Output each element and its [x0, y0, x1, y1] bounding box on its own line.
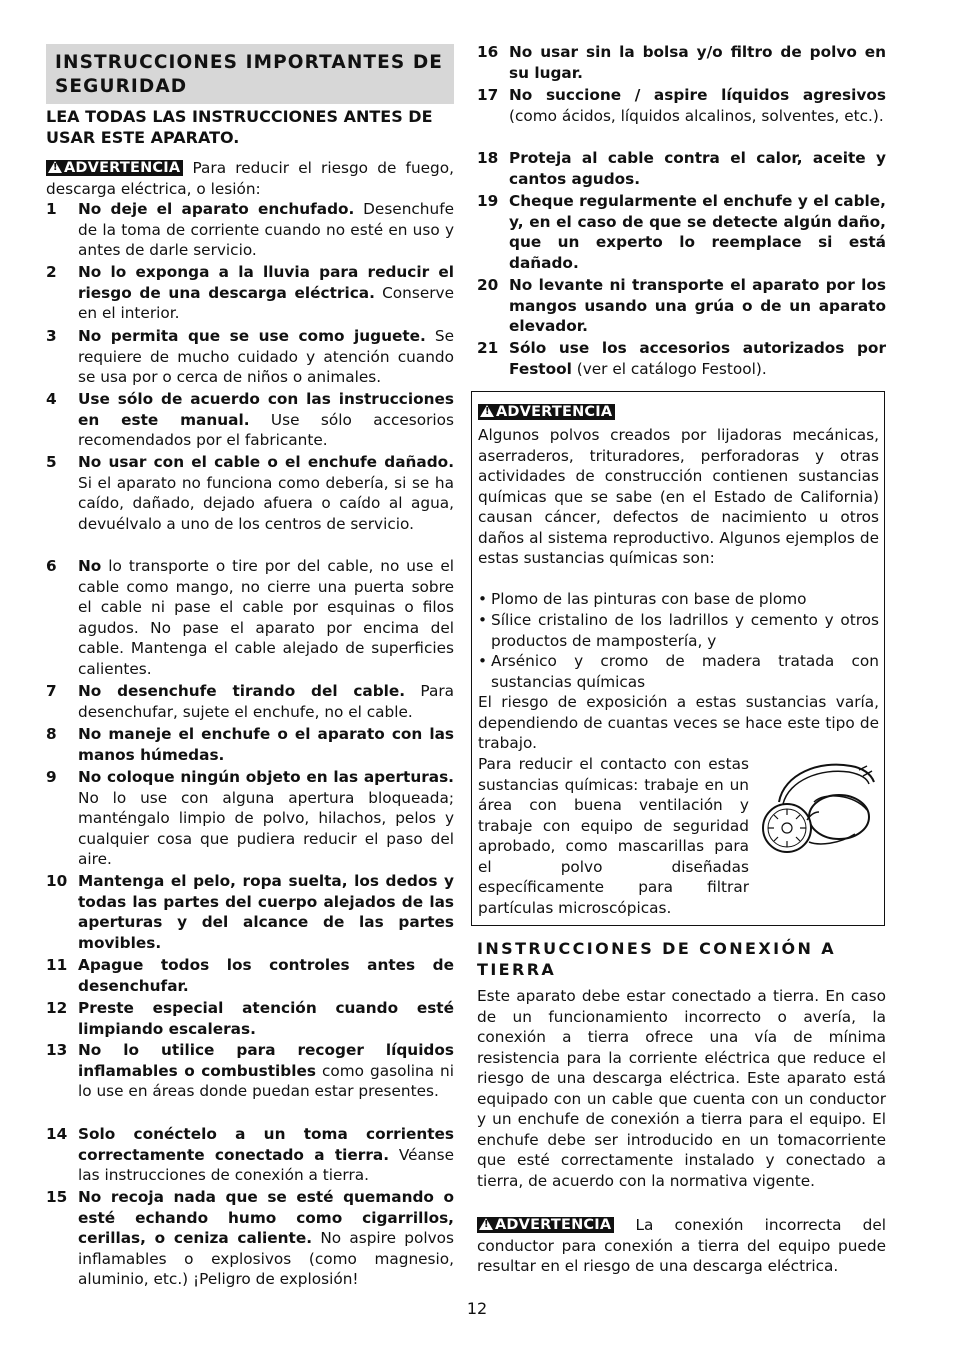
item-bold-text: Sólo use los accesorios autorizados por Festool: [509, 339, 886, 378]
item-plain-text: Se requiere de mucho cuidado y atención cuando se usa por o cerca de niños o animales.: [78, 327, 455, 386]
grounding-text: Este aparato debe estar conectado a tierra. En caso de un funcionamiento incorrecto o avería, la conexión a tierra ofrece una vía de mínima resistencia para la corriente eléctrica que reduce el riesgo de una descarga eléctrica. Este aparato está equipado con un cable que cuenta con un conductor y un enchufe de conexión a tierra para el equipo. El enchufe debe ser introducido en un tomacorriente que esté correctamente instalado y conectado a tierra, de acuerdo con la normativa vigente.: [477, 987, 886, 1190]
item-text: [78, 326, 454, 388]
item-text: [78, 199, 454, 261]
item-plain-text: No lo use con alguna apertura bloqueada; manténgalo limpio de polvo, hilachos, pelos y cualquier cosa que pudiera reducir el paso del aire.: [78, 788, 454, 868]
item-bold-text: No desenchufe tirando del cable.: [78, 682, 406, 700]
item-bold-text: No permita que se use como juguete.: [78, 327, 426, 345]
item-number: 15: [46, 1188, 68, 1206]
item-bold-text: No lo exponga a la lluvia para reducir el riesgo de una descarga eléctrica.: [78, 263, 454, 302]
item-bold-text: Solo conéctelo a un toma corrientes correctamente conectado a tierra.: [78, 1125, 454, 1164]
item-bold-text: No levante ni transporte el aparato por los mangos usando una grúa o de un aparato elevador.: [509, 276, 886, 335]
item-text: [509, 338, 886, 379]
item-number: 3: [46, 327, 57, 345]
dust-warning-box: ! ADVERTENCIA Algunos polvos creados por lijadoras mecánicas, aserraderos, trituradores, perforadoras y otras actividades de construcción contienen sustancias químicas que se sabe (en el Estado de California) causan cáncer, defectos de nacimiento u otros daños al sistema reproductivo. Algunos ejemplos de estas sustancias químicas son: • Plomo de las pinturas con base de plomo • Sílice cristalino de los ladrillos y cemento y otros productos de mampostería, y • Arsénico y cromo de madera tratada con sustancias químicas El riesgo de exposición a estas sustancias varía, dependiendo de cuantas veces se hace este tipo de trabajo. Para reducir el contacto con estas sustancias químicas: trabaje en un área con buena ventilación y trabaje con equipo de seguridad aprobado, como mascarillas para el polvo diseñadas específicamente para filtrar partículas microscópicas.: [471, 391, 885, 926]
item-number: 13: [46, 1041, 68, 1059]
item-text: [78, 262, 454, 324]
item-bold-text: No recoja nada que se esté quemando o esté echando humo como cigarrillos, cerillas, o ceniza caliente.: [78, 1188, 454, 1247]
grounding-heading: INSTRUCCIONES DE CONEXIÓN A TIERRA: [477, 939, 837, 979]
item-text: [78, 724, 454, 765]
item-bold-text: No succione / aspire líquidos agresivos: [509, 86, 886, 104]
item-bold-text: No: [78, 557, 102, 575]
item-bold-text: No coloque ningún objeto en las aperturas.: [78, 768, 454, 786]
item-plain-text: Véanse las instrucciones de conexión a tierra.: [78, 1145, 454, 1184]
item-text: [78, 1124, 454, 1186]
item-plain-text: Conserve en el interior.: [78, 283, 454, 322]
item-plain-text: Desenchufe de la toma de corriente cuando no esté en uso y antes de darle servicio.: [78, 200, 454, 259]
item-number: 14: [46, 1125, 68, 1143]
item-plain-text: (ver el catálogo Festool).: [571, 359, 767, 378]
section-header: [46, 44, 454, 104]
item-number: 10: [46, 872, 68, 890]
section-title: INSTRUCCIONES IMPORTANTES DE SEGURIDAD: [55, 52, 444, 97]
item-text: [78, 556, 454, 679]
item-number: 16: [477, 43, 499, 61]
item-bold-text: Cheque regularmente el enchufe y el cable, y, en el caso de que se detecte algún daño, que un experto lo reemplace si está dañado.: [509, 192, 886, 272]
item-plain-text: No aspire polvos inflamables o explosivos (como magnesio, aluminio, etc.) ¡Peligro de explosión!: [78, 1229, 454, 1288]
item-bold-text: Proteja al cable contra el calor, aceite y cantos agudos.: [509, 149, 886, 188]
item-plain-text: Para desenchufar, sujete el enchufe, no el cable.: [78, 682, 454, 721]
exposure-risk-text: El riesgo de exposición a estas sustancias varía, dependiendo de cuantas veces se hace este tipo de trabajo.: [478, 693, 879, 752]
item-number: 7: [46, 682, 57, 700]
respirator-mask-icon: [759, 762, 877, 862]
item-number: 21: [477, 339, 499, 357]
item-text: [78, 681, 454, 722]
item-bold-text: Preste especial atención cuando esté limpiando escaleras.: [78, 999, 454, 1038]
item-bold-text: No lo utilice para recoger líquidos inflamables o combustibles: [78, 1041, 454, 1080]
read-instructions-subheading: LEA TODAS LAS INSTRUCCIONES ANTES DE USAR ESTE APARATO.: [46, 107, 433, 147]
item-number: 9: [46, 768, 57, 786]
item-number: 12: [46, 999, 68, 1017]
item-number: 18: [477, 149, 499, 167]
item-plain-text: lo transporte o tire por del cable, no use el cable como mango, no cierre una puerta sobre el cable ni pase el cable por esquinas o filos agudos. No pase el aparato por encima del cable. Mantenga el cable alejado de superficies calientes.: [78, 557, 454, 678]
item-bold-text: No deje el aparato enchufado.: [78, 200, 355, 218]
item-number: 19: [477, 192, 499, 210]
item-number: 6: [46, 557, 57, 575]
item-plain-text: Si el aparato no funciona como debería, si se ha caído, dañado, dejado afuera o caído al agua, devuélvalo a uno de los centros de servicio.: [78, 473, 454, 533]
item-text: [78, 955, 454, 996]
item-bold-text: Apague todos los controles antes de desenchufar.: [78, 956, 454, 995]
item-text: [78, 998, 454, 1039]
grounding-warning: ! ADVERTENCIA La conexión incorrecta del conductor para conexión a tierra del equipo puede resultar en el riesgo de una descarga eléctrica.: [477, 1216, 886, 1275]
item-plain-text: (como ácidos, líquidos alcalinos, solventes, etc.).: [509, 106, 884, 125]
reduce-contact-text: Para reducir el contacto con estas sustancias químicas: trabaje en un área con buena ventilación y trabaje con equipo de seguridad aprobado, como mascarillas para el polvo diseñadas específicamente para filtrar partículas microscópicas.: [478, 755, 749, 917]
item-text: [78, 389, 454, 451]
item-plain-text: Use sólo accesorios recomendados por el fabricante.: [78, 410, 454, 449]
warning-triangle-icon: !: [48, 161, 62, 173]
item-text: [78, 1187, 454, 1290]
fire-warning: ! ADVERTENCIA Para reducir el riesgo de fuego, descarga eléctrica, o lesión:: [46, 159, 454, 198]
item-text: [78, 871, 454, 953]
dust-intro-text: Algunos polvos creados por lijadoras mecánicas, aserraderos, trituradores, perforadoras y otras actividades de construcción contienen sustancias químicas que se sabe (en el Estado de California) causan cáncer, defectos de nacimiento u otros daños al sistema reproductivo. Algunos ejemplos de estas sustancias químicas son:: [478, 426, 879, 567]
item-text: [509, 85, 886, 126]
item-number: 17: [477, 86, 499, 104]
item-number: 4: [46, 390, 57, 408]
item-number: 2: [46, 263, 57, 281]
item-number: 8: [46, 725, 57, 743]
item-text: [78, 1040, 454, 1102]
item-bold-text: No usar sin la bolsa y/o filtro de polvo en su lugar.: [509, 43, 886, 82]
item-plain-text: como gasolina ni lo use en áreas donde puedan estar presentes.: [78, 1061, 455, 1100]
item-bold-text: No usar con el cable o el enchufe dañado.: [78, 453, 454, 471]
warning-badge: ! ADVERTENCIA: [478, 404, 615, 420]
item-number: 5: [46, 453, 57, 471]
page-number: 12: [466, 1299, 488, 1318]
item-number: 20: [477, 276, 499, 294]
item-text: [78, 767, 454, 870]
item-bold-text: Use sólo de acuerdo con las instrucciones en este manual.: [78, 390, 454, 429]
warning-badge: ! ADVERTENCIA: [46, 160, 183, 176]
item-bold-text: Mantenga el pelo, ropa suelta, los dedos y todas las partes del cuerpo alejados de las aperturas y del alcance de las partes movibles.: [78, 872, 454, 952]
item-bold-text: No maneje el enchufe o el aparato con las manos húmedas.: [78, 725, 454, 764]
item-number: 1: [46, 200, 57, 218]
warning-badge: ! ADVERTENCIA: [477, 1217, 614, 1233]
item-text: [78, 452, 454, 534]
warning-triangle-icon: !: [480, 405, 494, 417]
item-text: [509, 275, 886, 337]
item-text: [509, 148, 886, 189]
item-text: [509, 191, 886, 273]
item-text: [509, 42, 886, 83]
warning-triangle-icon: !: [479, 1218, 493, 1230]
item-number: 11: [46, 956, 68, 974]
